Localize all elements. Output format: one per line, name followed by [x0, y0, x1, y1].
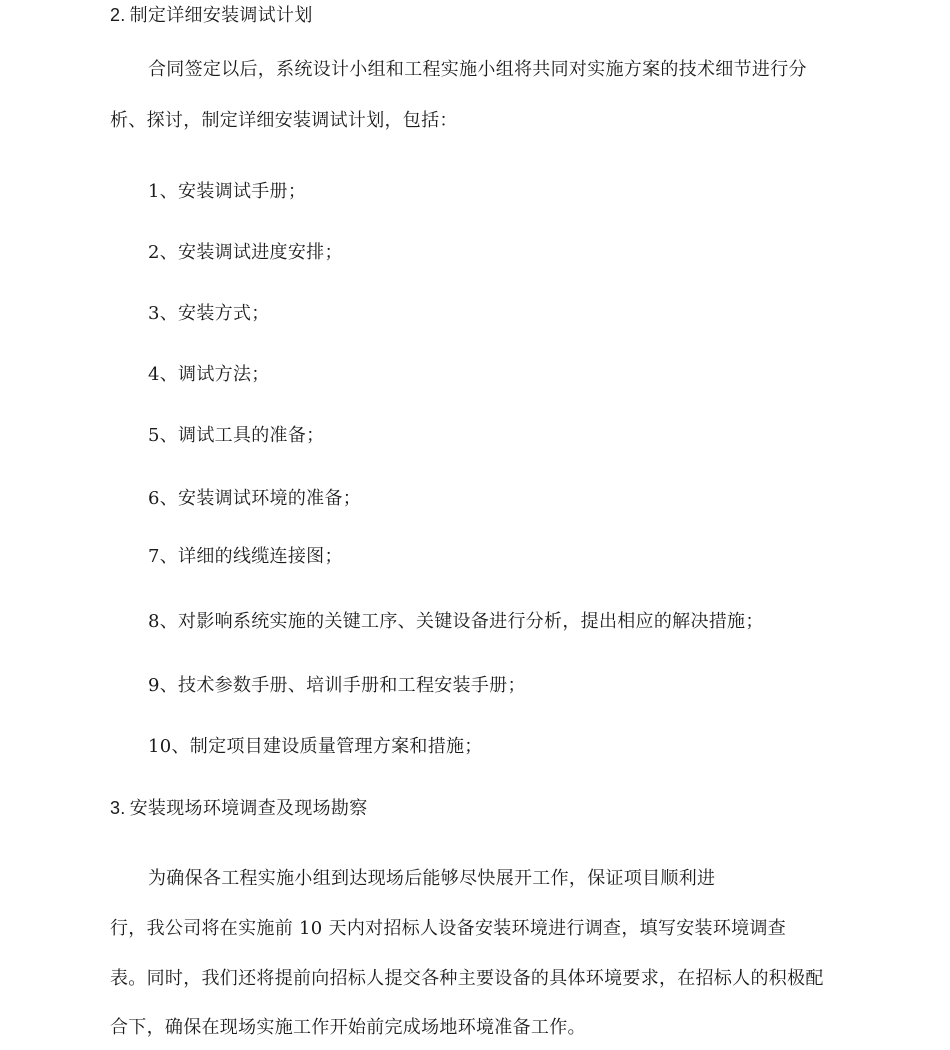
- list-item: 10、制定项目建设质量管理方案和措施；: [148, 736, 483, 757]
- list-item: 5、调试工具的准备；: [148, 425, 325, 446]
- list-item: 7、详细的线缆连接图；: [148, 546, 343, 567]
- section-3-title: 安装现场环境调查及现场勘察: [129, 798, 368, 819]
- section-3-para-line-2: 行，我公司将在实施前 10 天内对招标人设备安装环境进行调查，填写安装环境调查: [110, 918, 787, 939]
- section-2-title: 制定详细安装调试计划: [129, 5, 313, 26]
- section-2-intro-line-2: 析、探讨，制定详细安装调试计划，包括：: [110, 110, 458, 131]
- list-item: 8、对影响系统实施的关键工序、关键设备进行分析，提出相应的解决措施；: [148, 611, 764, 632]
- section-3-para-line-1: 为确保各工程实施小组到达现场后能够尽快展开工作，保证项目顺利进: [148, 868, 716, 889]
- section-3-heading: [110, 796, 368, 821]
- list-item: 3、安装方式；: [148, 303, 270, 324]
- section-3-para-line-4: 合下，确保在现场实施工作开始前完成场地环境准备工作。: [110, 1017, 586, 1038]
- section-3-number: 3.: [110, 798, 126, 818]
- list-item: 1、安装调试手册；: [148, 181, 307, 202]
- section-2-intro-line-1: 合同签定以后，系统设计小组和工程实施小组将共同对实施方案的技术细节进行分: [148, 59, 807, 80]
- list-item: 9、技术参数手册、培训手册和工程安装手册；: [148, 675, 526, 696]
- section-3-para-line-3: 表。同时，我们还将提前向招标人提交各种主要设备的具体环境要求，在招标人的积极配: [110, 968, 824, 989]
- list-item: 6、安装调试环境的准备；: [148, 488, 362, 509]
- section-2-heading: [110, 3, 313, 28]
- section-2-number: 2.: [110, 5, 126, 25]
- list-item: 2、安装调试进度安排；: [148, 242, 343, 263]
- list-item: 4、调试方法；: [148, 364, 270, 385]
